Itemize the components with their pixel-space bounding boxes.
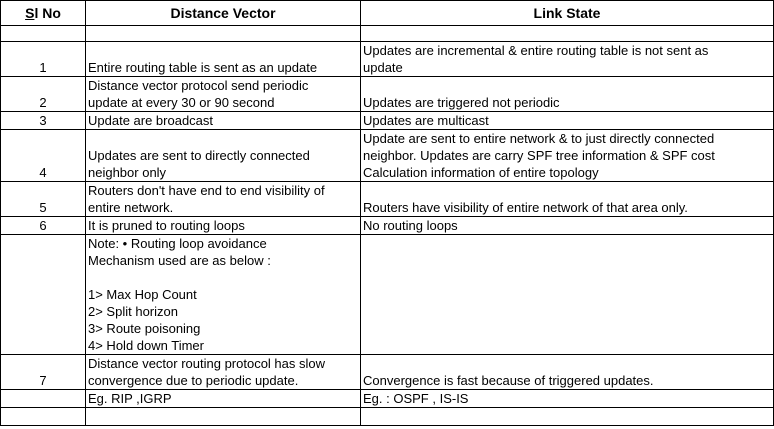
distance-vector-cell: Updates are sent to directly connected neighbor only bbox=[86, 130, 361, 182]
link-state-cell: Routers have visibility of entire network of that area only. bbox=[361, 182, 774, 217]
sl-cell bbox=[1, 235, 86, 355]
distance-vector-cell: Entire routing table is sent as an update bbox=[86, 42, 361, 77]
distance-vector-cell: Distance vector protocol send periodic update at every 30 or 90 second bbox=[86, 77, 361, 112]
header-sl-no: Sl No bbox=[1, 1, 86, 26]
table-row bbox=[1, 408, 774, 426]
link-state-cell: Updates are incremental & entire routing table is not sent as update bbox=[361, 42, 774, 77]
table-row bbox=[1, 26, 774, 42]
header-distance-vector: Distance Vector bbox=[86, 1, 361, 26]
link-state-cell: Updates are triggered not periodic bbox=[361, 77, 774, 112]
distance-vector-cell: Distance vector routing protocol has slow convergence due to periodic update. bbox=[86, 355, 361, 390]
link-state-cell: Eg. : OSPF , IS-IS bbox=[361, 390, 774, 408]
sl-cell: 2 bbox=[1, 77, 86, 112]
distance-vector-cell bbox=[86, 408, 361, 426]
sl-cell: 5 bbox=[1, 182, 86, 217]
table-row bbox=[1, 77, 774, 112]
link-state-cell: Convergence is fast because of triggered updates. bbox=[361, 355, 774, 390]
header-row bbox=[1, 1, 774, 26]
table-row bbox=[1, 182, 774, 217]
sl-cell: 4 bbox=[1, 130, 86, 182]
table-row bbox=[1, 130, 774, 182]
distance-vector-cell: Routers don't have end to end visibility of entire network. bbox=[86, 182, 361, 217]
link-state-cell bbox=[361, 408, 774, 426]
sl-cell bbox=[1, 390, 86, 408]
table-row bbox=[1, 42, 774, 77]
table-row bbox=[1, 390, 774, 408]
distance-vector-cell: It is pruned to routing loops bbox=[86, 217, 361, 235]
link-state-cell bbox=[361, 26, 774, 42]
routing-loop-note-cell: Note: • Routing loop avoidance Mechanism used are as below : 1> Max Hop Count 2> Split horizon 3> Route poisoning 4> Hold down Timer bbox=[86, 235, 361, 355]
link-state-cell bbox=[361, 235, 774, 355]
sl-cell: 1 bbox=[1, 42, 86, 77]
link-state-cell: No routing loops bbox=[361, 217, 774, 235]
sl-cell: 7 bbox=[1, 355, 86, 390]
distance-vector-cell: Eg. RIP ,IGRP bbox=[86, 390, 361, 408]
sl-cell bbox=[1, 26, 86, 42]
table-row bbox=[1, 217, 774, 235]
link-state-cell: Updates are multicast bbox=[361, 112, 774, 130]
distance-vector-cell bbox=[86, 26, 361, 42]
link-state-cell: Update are sent to entire network & to just directly connected neighbor. Updates are carry SPF tree information & SPF cost Calculation information of entire topology bbox=[361, 130, 774, 182]
table-row bbox=[1, 235, 774, 355]
distance-vector-cell: Update are broadcast bbox=[86, 112, 361, 130]
sl-cell: 6 bbox=[1, 217, 86, 235]
table-row bbox=[1, 355, 774, 390]
header-link-state: Link State bbox=[361, 1, 774, 26]
sl-cell: 3 bbox=[1, 112, 86, 130]
sl-cell bbox=[1, 408, 86, 426]
table-row bbox=[1, 112, 774, 130]
